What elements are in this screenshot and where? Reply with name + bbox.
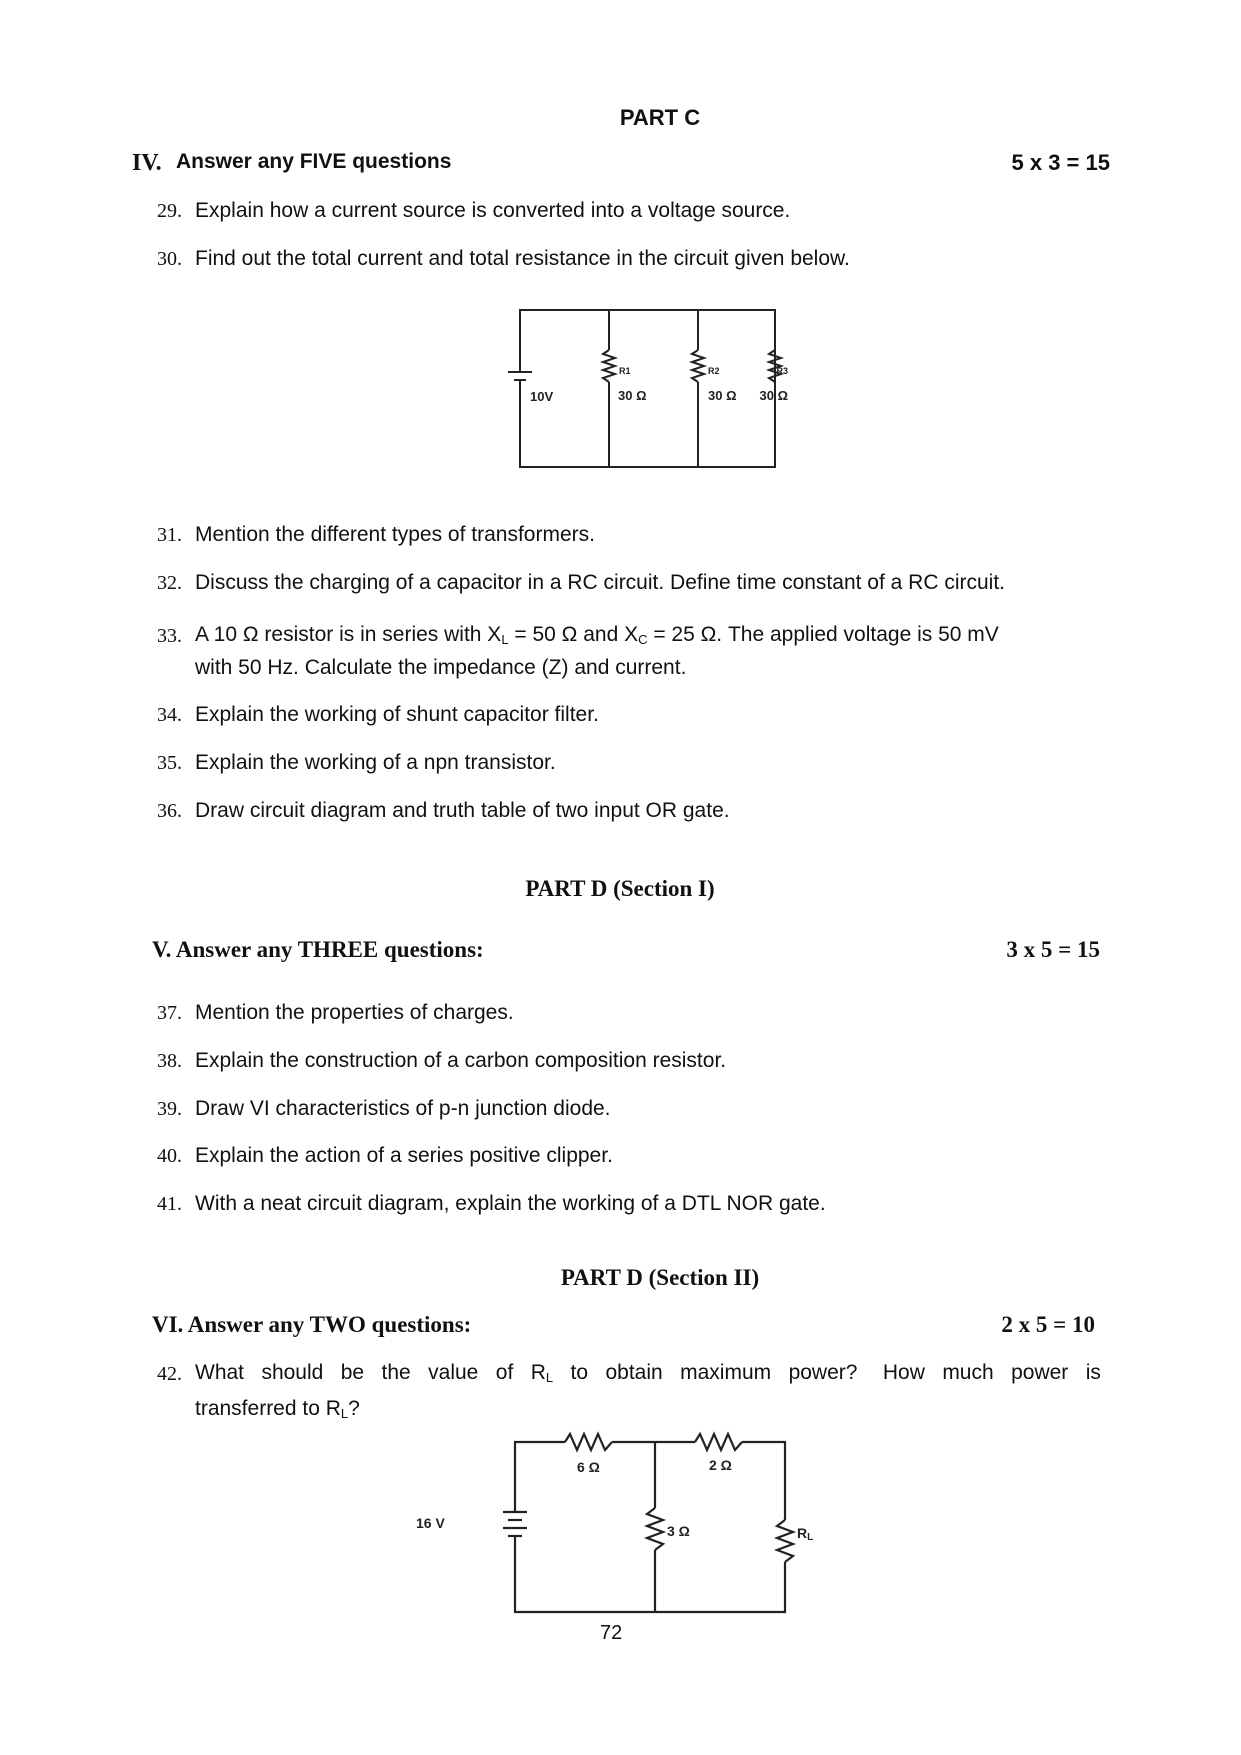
r2-label: R2: [708, 366, 720, 376]
section-iv-label: Answer any FIVE questions: [176, 150, 452, 173]
r-3-ohm-label: 3 Ω: [667, 1523, 690, 1539]
section-v-heading: V. Answer any THREE questions:: [152, 937, 484, 962]
r3-label: R3: [776, 366, 788, 376]
source-label-16v: 16 V: [416, 1515, 445, 1531]
section-v-marks: 3 x 5 = 15: [1006, 937, 1100, 962]
section-vi-heading: VI. Answer any TWO questions:: [152, 1312, 472, 1337]
r1-value: 30 Ω: [618, 388, 647, 403]
part-c-title: PART C: [619, 105, 701, 130]
parallel-resistor-circuit: [490, 300, 790, 480]
part-d-section-2-title: PART D (Section II): [560, 1265, 760, 1290]
section-iv-marks: 5 x 3 = 15: [1011, 150, 1110, 175]
section-iv-heading: IV.: [132, 150, 162, 176]
page-number: 72: [600, 1622, 623, 1644]
r1-label: R1: [619, 366, 631, 376]
part-d-section-1-title: PART D (Section I): [525, 876, 715, 901]
section-vi-marks: 2 x 5 = 10: [1001, 1312, 1095, 1337]
r3-value: 30 Ω: [759, 388, 788, 403]
r2-value: 30 Ω: [708, 388, 737, 403]
rl-label: RL: [797, 1525, 814, 1543]
source-label-10v: 10V: [530, 389, 554, 404]
r-2-ohm-label: 2 Ω: [709, 1457, 732, 1473]
max-power-circuit: [416, 1430, 855, 1625]
r-6-ohm-label: 6 Ω: [577, 1459, 600, 1475]
